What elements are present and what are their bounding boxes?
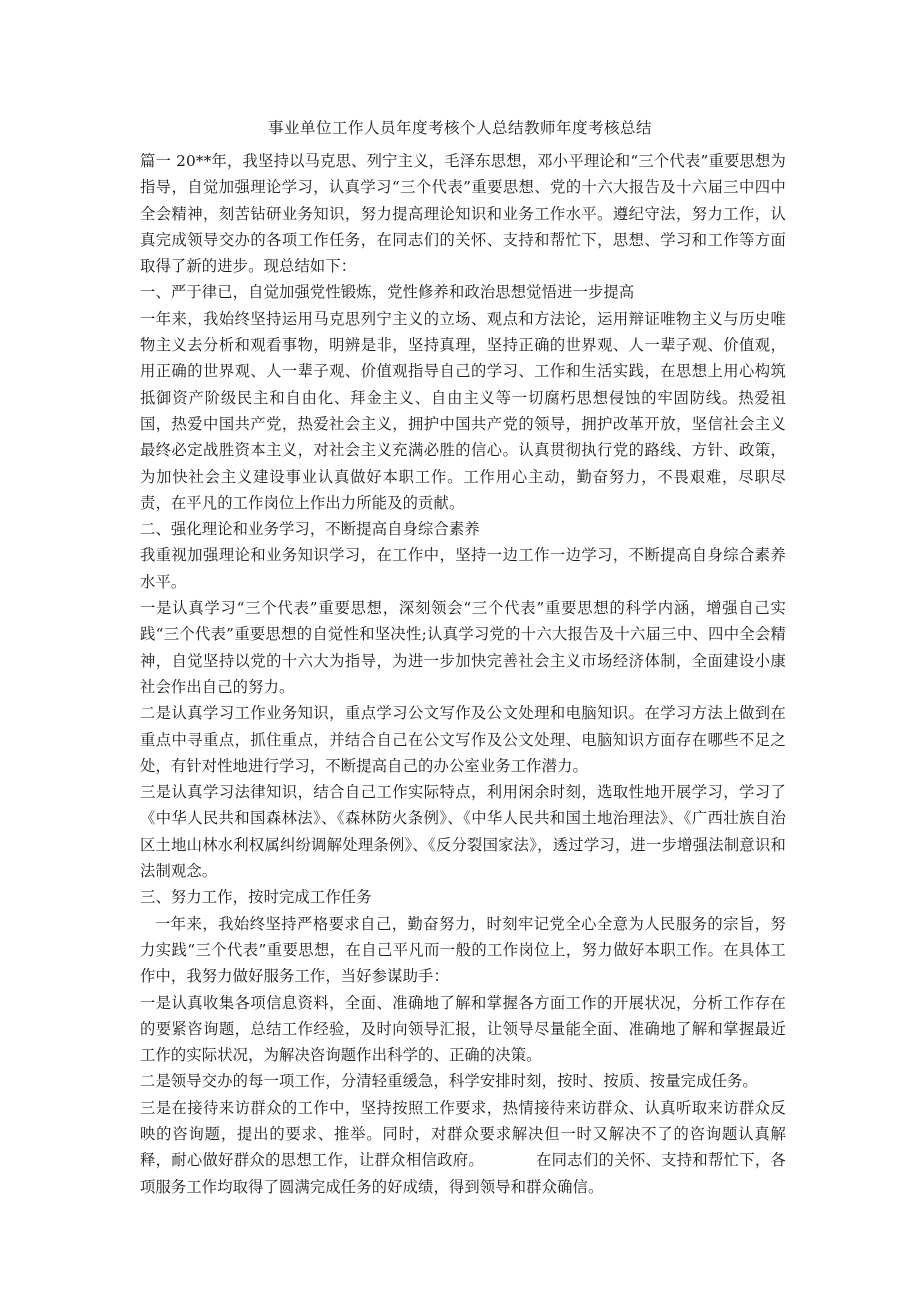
paragraph: 二是领导交办的每一项工作，分清轻重缓急，科学安排时刻，按时、按质、按量完成任务。 [140, 1072, 758, 1091]
paragraph: 我重视加强理论和业务知识学习，在工作中，坚持一边工作一边学习，不断提高自身综合素养水平。 [140, 546, 786, 591]
section-heading-2: 二、强化理论和业务学习，不断提高自身综合素养 [140, 520, 480, 539]
paragraph: 三是认真学习法律知识，结合自己工作实际特点，利用闲余时刻，选取性地开展学习，学习了《中华人民共和国森林法》、《森林防火条例》、《中华人民共和国土地治理法》、《广西壮族自治区土地山林水利权属纠纷调解处理条例》、《反分裂国家法》，透过学习，进一步增强法制意识和法制观念。 [140, 783, 786, 881]
paragraph: 三是在接待来访群众的工作中，坚持按照工作要求，热情接待来访群众、认真听取来访群众反映的咨询题，提出的要求、推举。同时，对群众要求解决但一时又解决不了的咨询题认真解释，耐心做好群众的思想工作，让群众相信政府。 在同志们的关怀、支持和帮忙下，各项服务工作均取得了圆满完成任务的好成绩，得到领导和群众确信。 [140, 1098, 786, 1196]
paragraph-intro: 篇一 20**年，我坚持以马克思、列宁主义，毛泽东思想，邓小平理论和“三个代表”重要思想为指导，自觉加强理论学习，认真学习“三个代表”重要思想、党的十六大报告及十六届三中四中全会精神，刻苦钻研业务知识，努力提高理论知识和业务工作水平。遵纪守法，努力工作，认真完成领导交办的各项工作任务，在同志们的关怀、支持和帮忙下，思想、学习和工作等方面取得了新的进步。现总结如下： [140, 152, 786, 276]
section-heading-1: 一、严于律已，自觉加强党性锻炼，党性修养和政治思想觉悟进一步提高 [140, 283, 635, 302]
paragraph: 一是认真收集各项信息资料，全面、准确地了解和掌握各方面工作的开展状况，分析工作存在的要紧咨询题，总结工作经验，及时向领导汇报，让领导尽量能全面、准确地了解和掌握最近工作的实际状况，为解决咨询题作出科学的、正确的决策。 [140, 993, 786, 1065]
paragraph: 一年来，我始终坚持运用马克思列宁主义的立场、观点和方法论，运用辩证唯物主义与历史唯物主义去分析和观看事物，明辨是非，坚持真理，坚持正确的世界观、人一辈子观、价值观，用正确的世界观、人一辈子观、价值观指导自己的学习、工作和生活实践，在思想上用心构筑抵御资产阶级民主和自由化、拜金主义、自由主义等一切腐朽思想侵蚀的牢固防线。热爱祖国，热爱中国共产党，热爱社会主义，拥护中国共产党的领导，拥护改革开放，坚信社会主义最终必定战胜资本主义，对社会主义充满必胜的信心。认真贯彻执行党的路线、方针、政策，为加快社会主义建设事业认真做好本职工作。工作用心主动，勤奋努力，不畏艰难，尽职尽责，在平凡的工作岗位上作出力所能及的贡献。 [140, 309, 786, 512]
paragraph: 一是认真学习“三个代表”重要思想，深刻领会“三个代表”重要思想的科学内涵，增强自己实践“三个代表”重要思想的自觉性和坚决性;认真学习党的十六大报告及十六届三中、四中全会精神，自觉坚持以党的十六大为指导，为进一步加快完善社会主义市场经济体制，全面建设小康社会作出自己的努力。 [140, 599, 786, 696]
document-title: 事业单位工作人员年度考核个人总结教师年度考核总结 [267, 119, 652, 137]
paragraph: 二是认真学习工作业务知识，重点学习公文写作及公文处理和电脑知识。在学习方法上做到在重点中寻重点，抓住重点，并结合自己在公文写作及公文处理、电脑知识方面存在哪些不足之处，有针对性地进行学习，不断提高自己的办公室业务工作潜力。 [140, 704, 786, 775]
paragraph: 一年来，我始终坚持严格要求自己，勤奋努力，时刻牢记党全心全意为人民服务的宗旨，努力实践“三个代表”重要思想，在自己平凡而一般的工作岗位上，努力做好本职工作。在具体工作中，我努力做好服务工作，当好参谋助手： [140, 914, 786, 986]
section-heading-3: 三、努力工作，按时完成工作任务 [140, 888, 372, 907]
document-body [140, 148, 786, 1200]
